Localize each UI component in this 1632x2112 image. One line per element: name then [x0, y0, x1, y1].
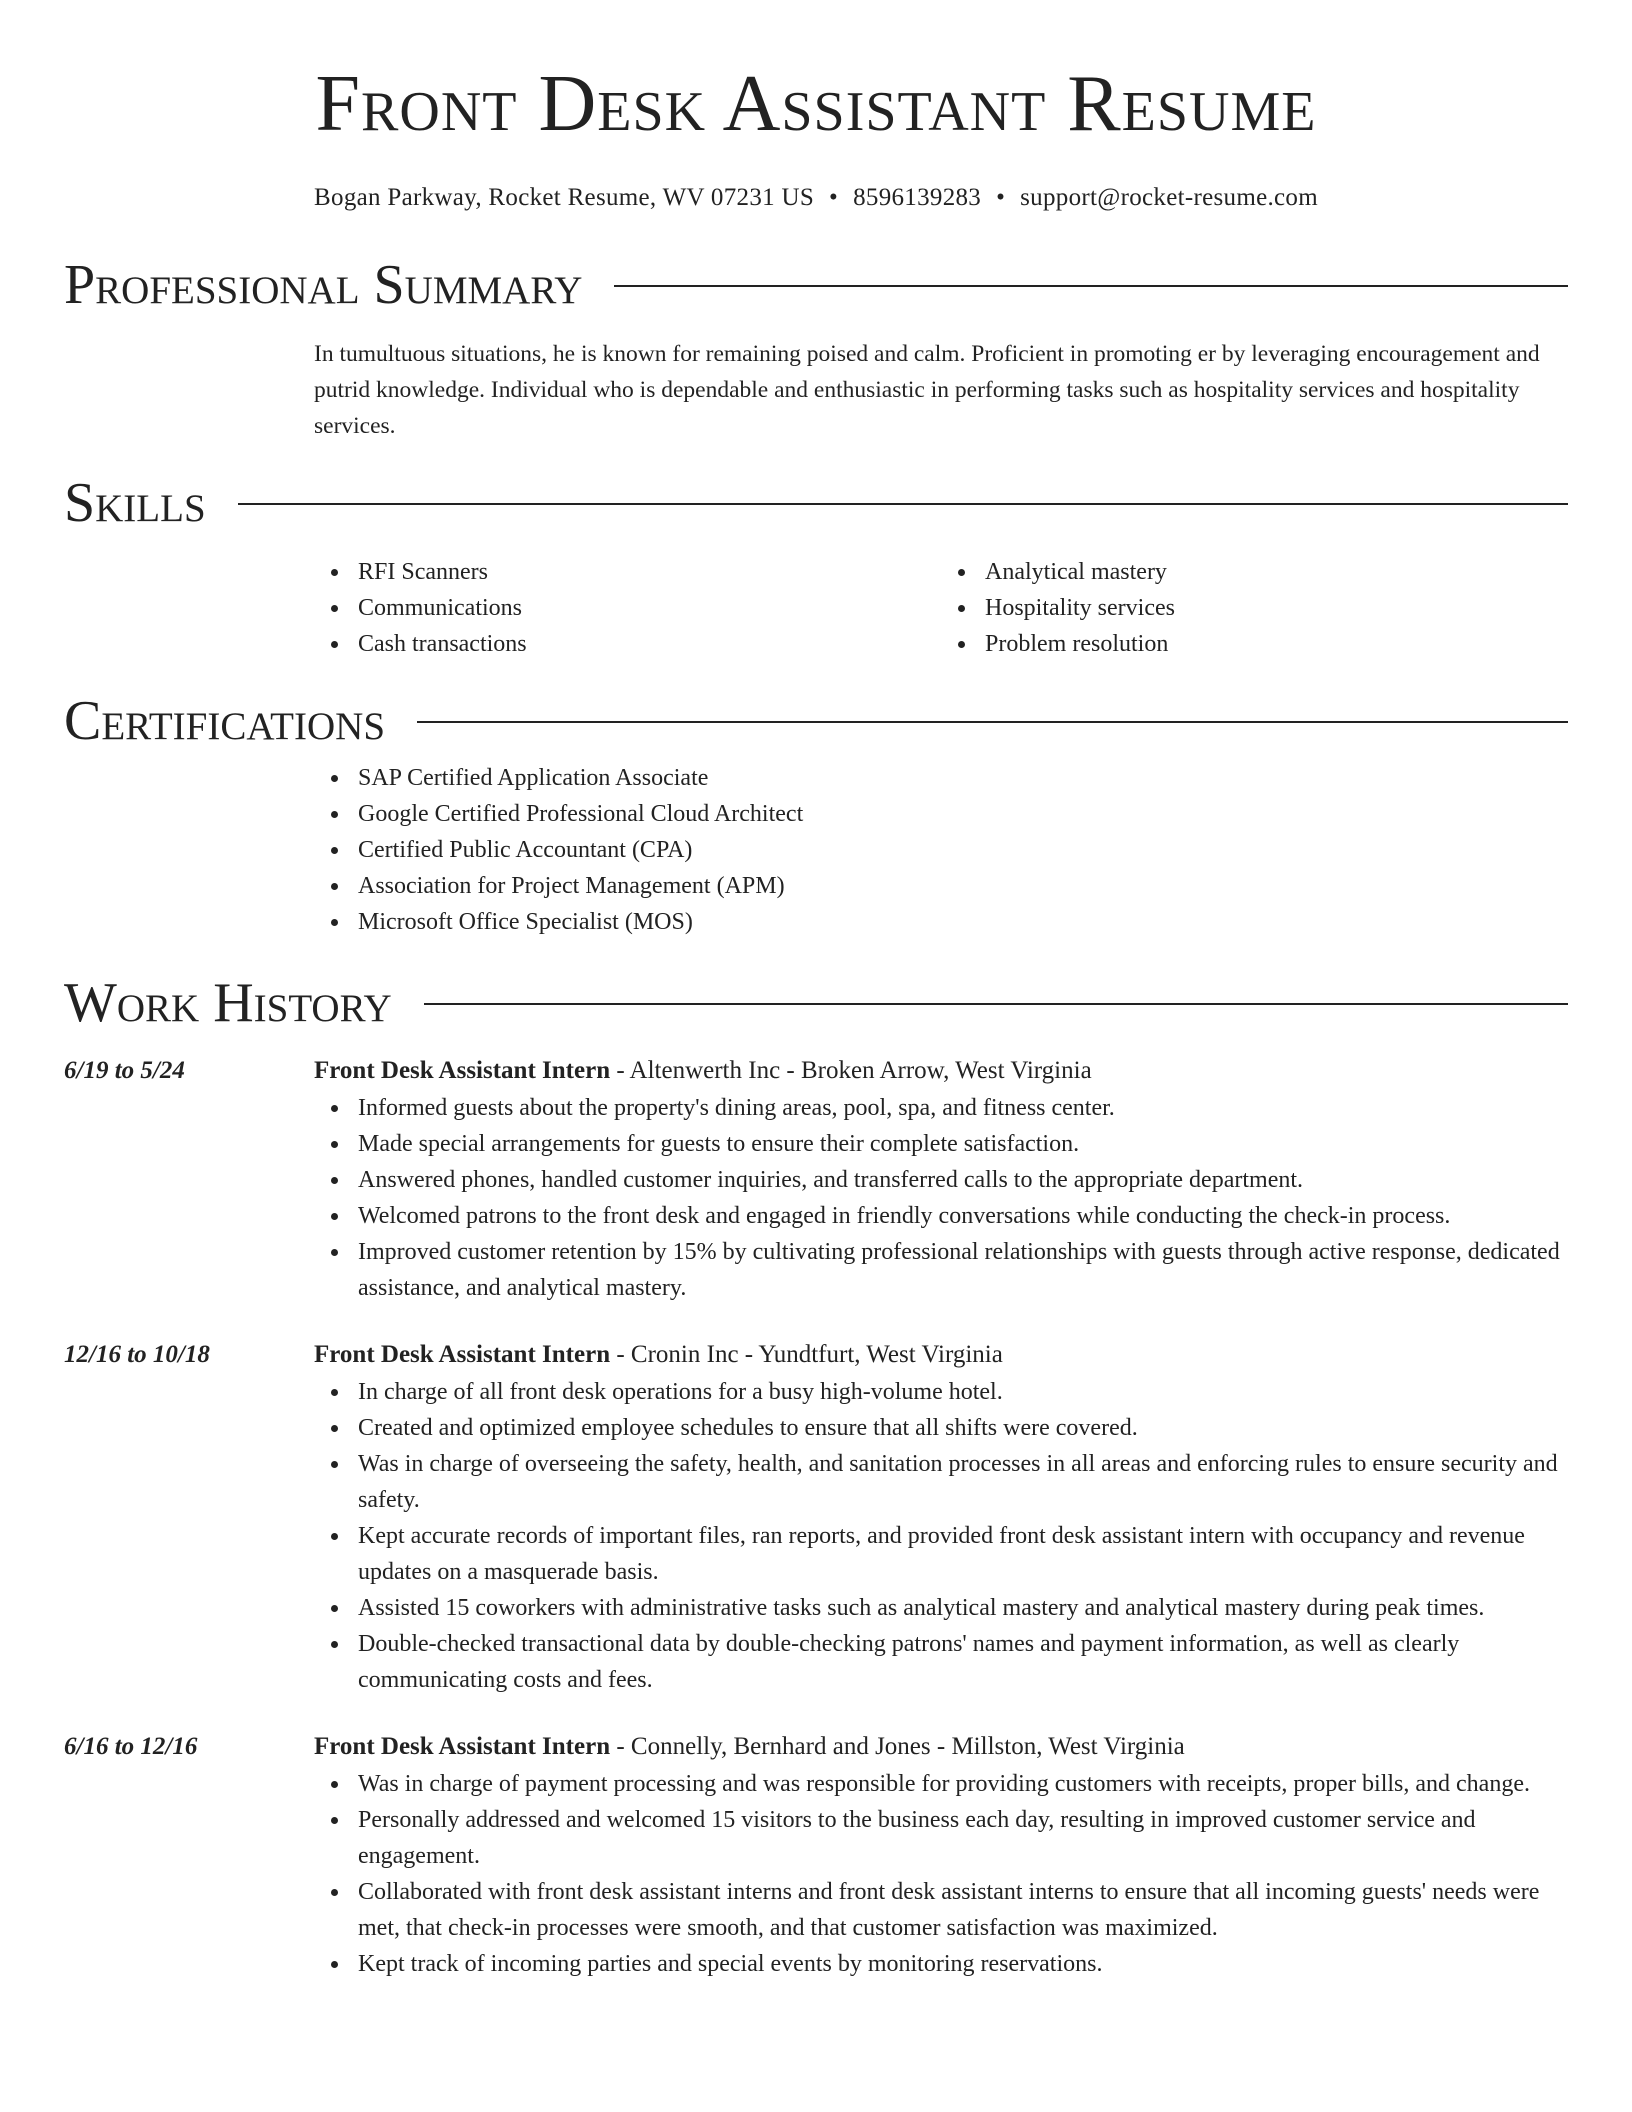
section-title-skills: Skills — [64, 472, 206, 534]
certification-item: Association for Project Management (APM) — [358, 868, 1568, 904]
section-divider — [238, 503, 1568, 505]
skills-list-right — [941, 554, 1568, 662]
work-history-section — [64, 964, 1568, 1982]
job-employer: - Cronin Inc - Yundtfurt, West Virginia — [610, 1341, 1003, 1368]
section-title-certifications: Certifications — [64, 690, 386, 752]
job-duty: Kept accurate records of important files, ran reports, and provided front desk assistant intern with occupancy and revenue updates on a masquerade basis. — [358, 1518, 1568, 1590]
job-entry — [64, 1052, 1568, 1306]
section-title-summary: Professional Summary — [64, 254, 583, 316]
job-title: Front Desk Assistant Intern — [314, 1341, 611, 1368]
job-duty: Collaborated with front desk assistant interns and front desk assistant interns to ensure that all incoming guests' needs were met, that check-in processes were smooth, and that customer satisfaction was maximized. — [358, 1874, 1568, 1946]
job-employer: - Connelly, Bernhard and Jones - Millston, West Virginia — [610, 1733, 1185, 1760]
job-duties — [314, 1374, 1568, 1698]
skill-item: Problem resolution — [985, 626, 1568, 662]
job-title: Front Desk Assistant Intern — [314, 1733, 611, 1760]
job-employer: - Altenwerth Inc - Broken Arrow, West Virginia — [610, 1057, 1092, 1084]
skill-item: Communications — [358, 590, 941, 626]
job-dates: 12/16 to 10/18 — [64, 1341, 210, 1368]
job-duties — [314, 1766, 1568, 1982]
summary-text: In tumultuous situations, he is known for remaining poised and calm. Proficient in promoting er by leveraging encouragement and putrid knowledge. Individual who is dependable and enthusiastic in performing tasks such as hospitality services and hospitality services. — [314, 341, 1540, 439]
section-title-work-history: Work History — [64, 972, 392, 1034]
job-duties — [314, 1090, 1568, 1306]
section-divider — [417, 721, 1568, 723]
certification-item: Certified Public Accountant (CPA) — [358, 832, 1568, 868]
job-heading — [64, 1728, 1568, 1766]
job-duty: Welcomed patrons to the front desk and engaged in friendly conversations while conducting the check-in process. — [358, 1198, 1568, 1234]
job-duty: Assisted 15 coworkers with administrative tasks such as analytical mastery and analytical mastery during peak times. — [358, 1590, 1568, 1626]
contact-separator: • — [996, 184, 1006, 211]
skills-section — [64, 464, 1568, 662]
job-heading — [64, 1052, 1568, 1090]
job-duty: Personally addressed and welcomed 15 visitors to the business each day, resulting in improved customer service and engagement. — [358, 1802, 1568, 1874]
job-dates: 6/19 to 5/24 — [64, 1057, 185, 1084]
skills-list-left — [314, 554, 941, 662]
work-history-header — [64, 964, 1568, 1042]
certification-item: Google Certified Professional Cloud Architect — [358, 796, 1568, 832]
job-duty: Created and optimized employee schedules to ensure that all shifts were covered. — [358, 1410, 1568, 1446]
job-duty: Answered phones, handled customer inquiries, and transferred calls to the appropriate department. — [358, 1162, 1568, 1198]
resume-title: Front Desk Assistant Resume — [315, 60, 1317, 148]
certification-item: SAP Certified Application Associate — [358, 760, 1568, 796]
job-duty: Double-checked transactional data by double-checking patrons' names and payment information, as well as clearly communicating costs and fees. — [358, 1626, 1568, 1698]
skills-header — [64, 464, 1568, 542]
section-divider — [424, 1003, 1568, 1005]
job-entry — [64, 1728, 1568, 1982]
summary-header — [64, 246, 1568, 324]
job-duty: Kept track of incoming parties and special events by monitoring reservations. — [358, 1946, 1568, 1982]
job-title: Front Desk Assistant Intern — [314, 1057, 611, 1084]
summary-section — [64, 246, 1568, 444]
skill-item: RFI Scanners — [358, 554, 941, 590]
skill-item: Cash transactions — [358, 626, 941, 662]
job-duty: Informed guests about the property's dining areas, pool, spa, and fitness center. — [358, 1090, 1568, 1126]
job-duty: Was in charge of payment processing and was responsible for providing customers with receipts, proper bills, and change. — [358, 1766, 1568, 1802]
job-dates: 6/16 to 12/16 — [64, 1733, 198, 1760]
certification-item: Microsoft Office Specialist (MOS) — [358, 904, 1568, 940]
certifications-list — [314, 760, 1568, 940]
certifications-section — [64, 682, 1568, 940]
contact-phone: 8596139283 — [853, 184, 982, 211]
job-entry — [64, 1336, 1568, 1698]
skill-item: Hospitality services — [985, 590, 1568, 626]
job-duty: Made special arrangements for guests to ensure their complete satisfaction. — [358, 1126, 1568, 1162]
job-duty: Improved customer retention by 15% by cultivating professional relationships with guests through active response, dedicated assistance, and analytical mastery. — [358, 1234, 1568, 1306]
contact-email: support@rocket-resume.com — [1020, 184, 1318, 211]
job-heading — [64, 1336, 1568, 1374]
certifications-header — [64, 682, 1568, 760]
contact-line — [64, 184, 1568, 212]
skills-grid — [314, 554, 1568, 662]
skill-item: Analytical mastery — [985, 554, 1568, 590]
contact-separator: • — [829, 184, 839, 211]
job-duty: In charge of all front desk operations for a busy high-volume hotel. — [358, 1374, 1568, 1410]
contact-address: Bogan Parkway, Rocket Resume, WV 07231 US — [314, 184, 815, 211]
section-divider — [614, 285, 1568, 287]
job-duty: Was in charge of overseeing the safety, health, and sanitation processes in all areas and enforcing rules to ensure security and safety. — [358, 1446, 1568, 1518]
